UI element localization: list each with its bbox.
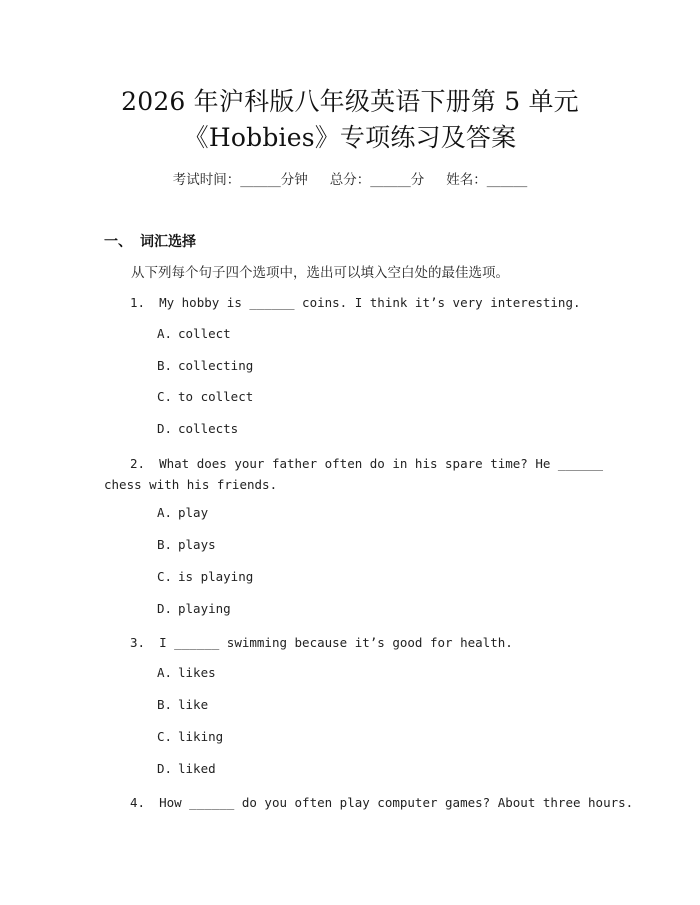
option-letter: C. — [157, 389, 173, 404]
option-letter: B. — [157, 697, 173, 712]
option-text: collects — [178, 421, 239, 436]
option-letter: A. — [157, 665, 173, 680]
option-letter: D. — [157, 421, 173, 436]
option-letter: C. — [157, 729, 173, 744]
option-letter: D. — [157, 761, 173, 776]
option-2b — [157, 537, 216, 552]
question-number: 2. — [130, 456, 146, 471]
question-text-line-2: chess with his friends. — [104, 477, 278, 492]
option-3b — [157, 697, 208, 712]
student-name-label: 姓名：______ — [446, 172, 528, 188]
document-title-line-1: 2026 年沪科版八年级英语下册第 5 单元 — [121, 87, 579, 116]
option-text: collecting — [178, 358, 254, 373]
option-2c — [157, 569, 253, 584]
option-text: likes — [178, 665, 216, 680]
option-1d — [157, 421, 238, 436]
exam-time-label: 考试时间：______分钟 — [172, 172, 308, 188]
question-3 — [104, 632, 604, 653]
option-letter: A. — [157, 505, 173, 520]
option-1c — [157, 389, 253, 404]
document-title-line-2: 《Hobbies》专项练习及答案 — [183, 123, 517, 152]
option-text: playing — [178, 601, 231, 616]
exam-meta — [0, 168, 700, 188]
question-4 — [104, 792, 634, 813]
option-text: liking — [178, 729, 224, 744]
option-3d — [157, 761, 216, 776]
question-1 — [104, 292, 604, 313]
option-3c — [157, 729, 223, 744]
section-heading — [104, 231, 196, 251]
option-letter: C. — [157, 569, 173, 584]
question-text: How ______ do you often play computer games? About three hours. — [159, 795, 634, 810]
question-text: I ______ swimming because it’s good for health. — [159, 635, 513, 650]
section-title: 词汇选择 — [140, 234, 196, 250]
option-text: liked — [178, 761, 216, 776]
option-2d — [157, 601, 231, 616]
option-text: is playing — [178, 569, 254, 584]
option-1a — [157, 326, 231, 341]
option-letter: B. — [157, 358, 173, 373]
question-text-line-1: What does your father often do in his spare time? He ______ — [159, 456, 604, 471]
question-number: 1. — [130, 295, 146, 310]
question-number: 4. — [130, 795, 146, 810]
option-text: play — [178, 505, 209, 520]
option-text: to collect — [178, 389, 254, 404]
option-3a — [157, 665, 216, 680]
option-letter: D. — [157, 601, 173, 616]
option-letter: A. — [157, 326, 173, 341]
question-text: My hobby is ______ coins. I think it’s very interesting. — [159, 295, 581, 310]
total-score-label: 总分：______分 — [329, 172, 425, 188]
option-text: plays — [178, 537, 216, 552]
option-text: collect — [178, 326, 231, 341]
option-1b — [157, 358, 253, 373]
option-text: like — [178, 697, 209, 712]
section-instruction: 从下列每个句子四个选项中，选出可以填入空白处的最佳选项。 — [131, 265, 509, 281]
option-2a — [157, 505, 208, 520]
question-2 — [104, 453, 604, 474]
section-number: 一、 — [104, 234, 132, 250]
option-letter: B. — [157, 537, 173, 552]
question-2-continued — [104, 474, 604, 495]
question-number: 3. — [130, 635, 146, 650]
